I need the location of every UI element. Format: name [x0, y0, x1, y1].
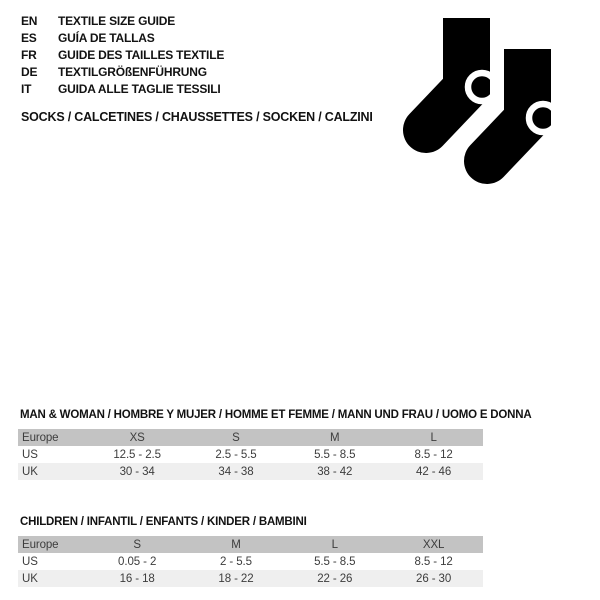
table-row-uk: [18, 463, 483, 480]
size-section-adults: [18, 408, 532, 480]
size-cell: 8.5 - 12: [414, 555, 453, 568]
table-title-adults: MAN & WOMAN / HOMBRE Y MUJER / HOMME ET FEMME / MANN UND FRAU / UOMO E DONNA: [20, 409, 532, 421]
size-cell: 26 - 30: [416, 572, 452, 585]
column-header-size: L: [331, 538, 338, 551]
two-socks-icon: [398, 8, 568, 188]
language-label: GUIDE DES TAILLES TEXTILE: [58, 48, 225, 62]
language-code: IT: [21, 82, 32, 96]
language-list: [21, 12, 224, 97]
size-table-adults: [18, 429, 483, 480]
column-header-size: S: [133, 538, 141, 551]
size-cell: 0.05 - 2: [118, 555, 157, 568]
size-cell: 16 - 18: [119, 572, 155, 585]
column-header-size: XXL: [422, 538, 445, 551]
size-cell: 12.5 - 2.5: [113, 448, 161, 461]
row-label: UK: [22, 465, 38, 478]
column-header-size: L: [430, 431, 437, 444]
language-label: TEXTILGRÖßENFÜHRUNG: [58, 65, 207, 79]
category-line: SOCKS / CALCETINES / CHAUSSETTES / SOCKEN / CALZINI: [21, 110, 373, 124]
size-cell: 8.5 - 12: [414, 448, 453, 461]
language-code: DE: [21, 65, 38, 79]
column-header-size: M: [330, 431, 340, 444]
column-header-size: XS: [129, 431, 145, 444]
size-cell: 2 - 5.5: [220, 555, 252, 568]
size-cell: 22 - 26: [317, 572, 353, 585]
size-cell: 42 - 46: [416, 465, 452, 478]
table-row-us: [18, 446, 483, 463]
size-cell: 38 - 42: [317, 465, 353, 478]
table-header-row: [18, 429, 483, 446]
column-header-region: Europe: [22, 538, 59, 551]
table-row-us: [18, 553, 483, 570]
size-cell: 30 - 34: [119, 465, 155, 478]
language-row-it: [21, 80, 224, 97]
language-row-en: [21, 12, 224, 29]
size-cell: 5.5 - 8.5: [314, 555, 356, 568]
size-table-children: [18, 536, 483, 587]
language-row-es: [21, 29, 224, 46]
row-label: US: [22, 555, 38, 568]
row-label: US: [22, 448, 38, 461]
language-row-de: [21, 63, 224, 80]
size-cell: 2.5 - 5.5: [215, 448, 257, 461]
language-row-fr: [21, 46, 224, 63]
size-cell: 18 - 22: [218, 572, 254, 585]
language-code: ES: [21, 31, 37, 45]
language-code: EN: [21, 14, 38, 28]
column-header-size: S: [232, 431, 240, 444]
table-title-children: CHILDREN / INFANTIL / ENFANTS / KINDER / BAMBINI: [20, 516, 307, 528]
language-label: GUIDA ALLE TAGLIE TESSILI: [58, 82, 221, 96]
language-code: FR: [21, 48, 37, 62]
sock-back-icon: [426, 18, 496, 130]
table-row-uk: [18, 570, 483, 587]
column-header-region: Europe: [22, 431, 59, 444]
size-cell: 5.5 - 8.5: [314, 448, 356, 461]
language-label: GUÍA DE TALLAS: [58, 31, 155, 45]
language-label: TEXTILE SIZE GUIDE: [58, 14, 176, 28]
sock-front-icon: [487, 43, 557, 161]
size-section-children: [18, 515, 483, 587]
size-cell: 34 - 38: [218, 465, 254, 478]
table-header-row: [18, 536, 483, 553]
column-header-size: M: [231, 538, 241, 551]
row-label: UK: [22, 572, 38, 585]
